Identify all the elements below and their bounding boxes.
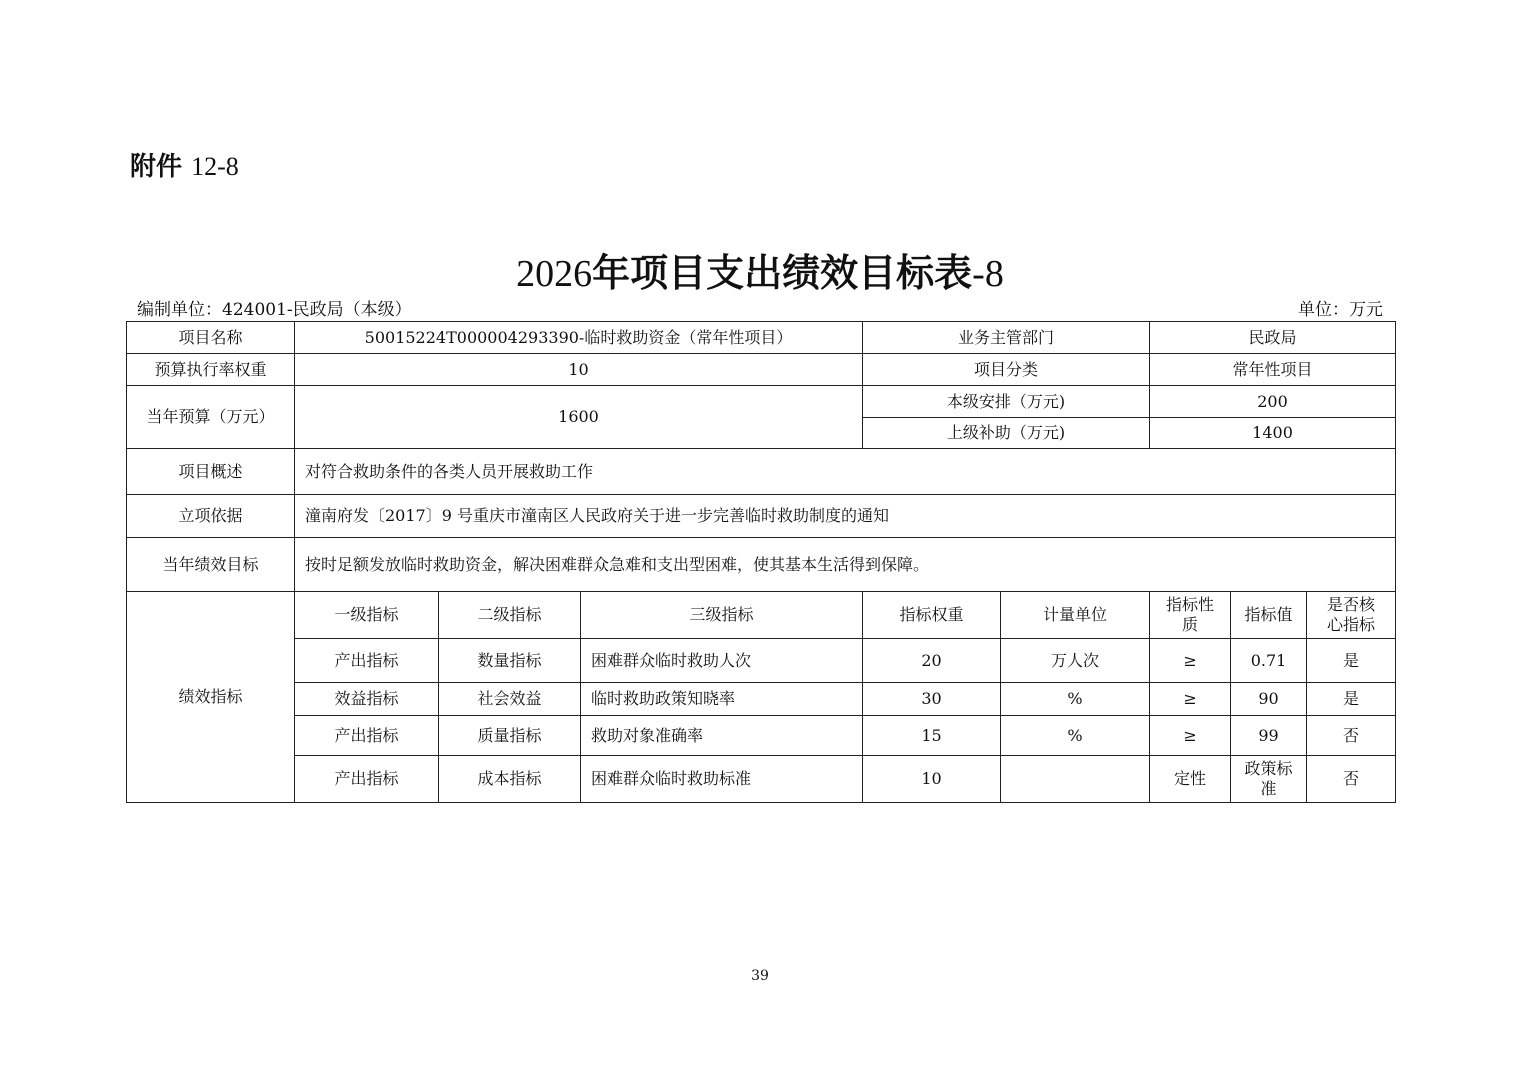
overview-label: 项目概述 (127, 449, 295, 495)
title-year: 2026 (516, 253, 593, 295)
row-core: 否 (1307, 716, 1396, 756)
dept-label: 业务主管部门 (863, 322, 1150, 354)
indicators-section-label: 绩效指标 (127, 592, 295, 803)
header-nature-line2: 质 (1182, 615, 1199, 634)
goal-label: 当年绩效目标 (127, 538, 295, 592)
table-row (127, 683, 1396, 716)
row-nature: ≥ (1150, 716, 1231, 756)
row-value: 0.71 (1231, 639, 1307, 683)
row-level3: 救助对象准确率 (581, 716, 863, 756)
row-budget (127, 386, 1396, 418)
weight-value: 10 (295, 354, 863, 386)
budget-value: 1600 (295, 386, 863, 449)
upper-label: 上级补助（万元) (863, 418, 1150, 449)
page-number: 39 (751, 968, 769, 984)
row-level2: 社会效益 (439, 683, 581, 716)
attachment-number: 12-8 (191, 152, 239, 181)
row-value: 99 (1231, 716, 1307, 756)
row-value-line2: 准 (1260, 779, 1277, 798)
header-value: 指标值 (1231, 592, 1307, 639)
table-row (127, 716, 1396, 756)
header-level3: 三级指标 (581, 592, 863, 639)
row-level3: 困难群众临时救助人次 (581, 639, 863, 683)
budget-label: 当年预算（万元） (127, 386, 295, 449)
row-weight: 15 (863, 716, 1001, 756)
row-core: 是 (1307, 639, 1396, 683)
table-row (127, 756, 1396, 803)
title-suffix: -8 (972, 253, 1004, 295)
row-nature: ≥ (1150, 683, 1231, 716)
row-core: 是 (1307, 683, 1396, 716)
upper-value: 1400 (1150, 418, 1396, 449)
category-label: 项目分类 (863, 354, 1150, 386)
row-goal (127, 538, 1396, 592)
header-core-line1: 是否核 (1327, 595, 1376, 614)
row-level3: 困难群众临时救助标准 (581, 756, 863, 803)
row-weight: 30 (863, 683, 1001, 716)
row-value: 90 (1231, 683, 1307, 716)
compiling-unit: 编制单位：424001-民政局（本级） (137, 300, 412, 320)
row-level3: 临时救助政策知晓率 (581, 683, 863, 716)
indicator-header-row (127, 592, 1396, 639)
row-level1: 效益指标 (295, 683, 439, 716)
row-unit (1001, 756, 1150, 803)
row-weight: 10 (863, 756, 1001, 803)
row-level2: 数量指标 (439, 639, 581, 683)
row-unit: 万人次 (1001, 639, 1150, 683)
row-level1: 产出指标 (295, 716, 439, 756)
basis-value: 潼南府发〔2017〕9 号重庆市潼南区人民政府关于进一步完善临时救助制度的通知 (295, 495, 1396, 538)
row-basis (127, 495, 1396, 538)
local-label: 本级安排（万元) (863, 386, 1150, 418)
project-name-label: 项目名称 (127, 322, 295, 354)
row-overview (127, 449, 1396, 495)
header-unit: 计量单位 (1001, 592, 1150, 639)
header-level1: 一级指标 (295, 592, 439, 639)
header-nature (1150, 592, 1231, 639)
header-core-line2: 心指标 (1327, 615, 1376, 634)
row-level2: 质量指标 (439, 716, 581, 756)
title-text: 年项目支出绩效目标表 (592, 251, 973, 295)
row-value-line1: 政策标 (1244, 759, 1293, 778)
currency-unit: 单位：万元 (1298, 300, 1383, 320)
row-level2: 成本指标 (439, 756, 581, 803)
project-name-value: 50015224T000004293390-临时救助资金（常年性项目） (295, 322, 863, 354)
row-nature: ≥ (1150, 639, 1231, 683)
overview-value: 对符合救助条件的各类人员开展救助工作 (295, 449, 1396, 495)
row-unit: % (1001, 716, 1150, 756)
dept-value: 民政局 (1150, 322, 1396, 354)
row-value (1231, 756, 1307, 803)
row-unit: % (1001, 683, 1150, 716)
basis-label: 立项依据 (127, 495, 295, 538)
row-project-name (127, 322, 1396, 354)
page-title (0, 242, 1520, 297)
row-weight: 20 (863, 639, 1001, 683)
row-core: 否 (1307, 756, 1396, 803)
weight-label: 预算执行率权重 (127, 354, 295, 386)
header-level2: 二级指标 (439, 592, 581, 639)
local-value: 200 (1150, 386, 1396, 418)
row-nature: 定性 (1150, 756, 1231, 803)
row-level1: 产出指标 (295, 639, 439, 683)
attachment-label (130, 146, 239, 183)
header-weight: 指标权重 (863, 592, 1001, 639)
row-weight (127, 354, 1396, 386)
table-row (127, 639, 1396, 683)
attachment-prefix: 附件 (130, 152, 183, 182)
row-level1: 产出指标 (295, 756, 439, 803)
category-value: 常年性项目 (1150, 354, 1396, 386)
performance-table (126, 321, 1396, 803)
header-core (1307, 592, 1396, 639)
goal-value: 按时足额发放临时救助资金，解决困难群众急难和支出型困难，使其基本生活得到保障。 (295, 538, 1396, 592)
header-nature-line1: 指标性 (1166, 595, 1215, 614)
